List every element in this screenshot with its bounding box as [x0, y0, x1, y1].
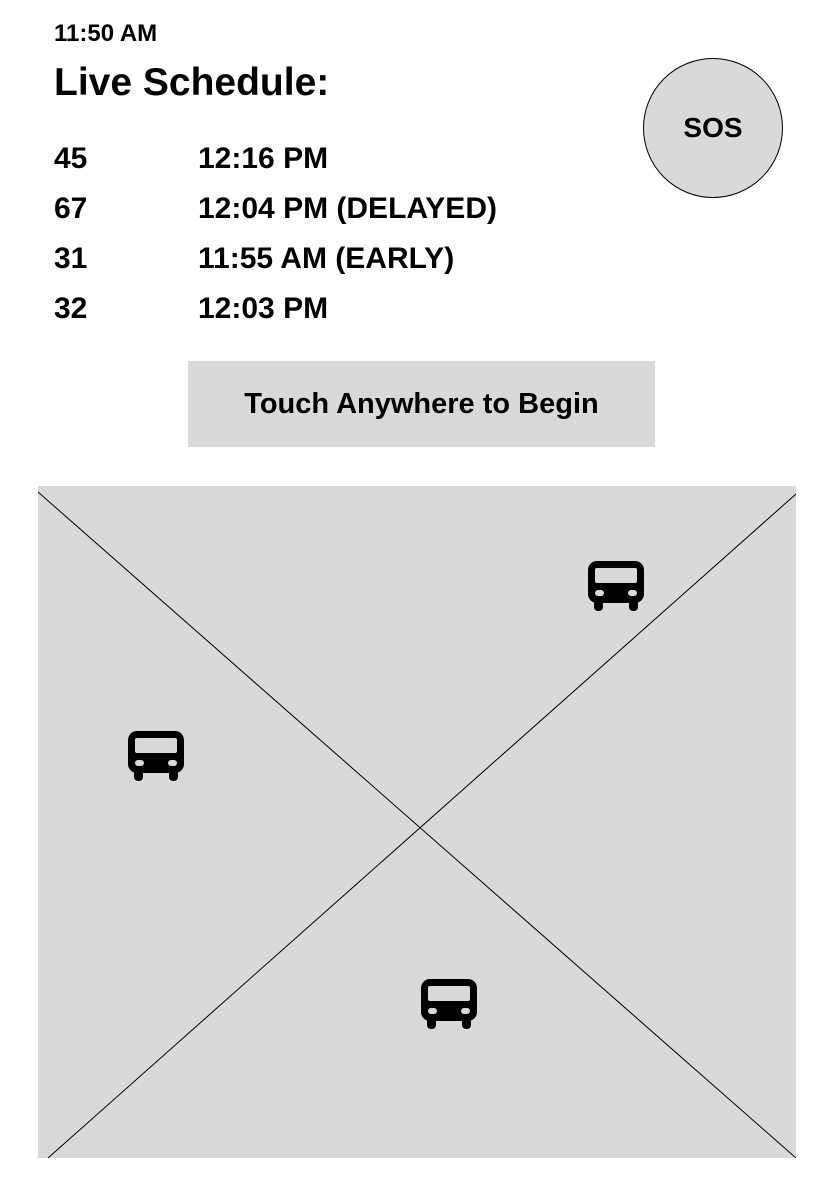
- route-number: 31: [54, 242, 88, 275]
- route-number: 67: [54, 192, 88, 225]
- schedule-row: [54, 134, 614, 184]
- map-view[interactable]: [38, 486, 796, 1158]
- schedule-title: Live Schedule:: [54, 61, 330, 104]
- map-placeholder-cross: [38, 486, 796, 1158]
- touch-to-begin-button[interactable]: Touch Anywhere to Begin: [188, 361, 655, 447]
- bus-icon[interactable]: [421, 977, 477, 1029]
- schedule-list: [54, 134, 614, 334]
- route-number: 32: [54, 292, 88, 325]
- schedule-row: [54, 234, 614, 284]
- bus-icon[interactable]: [588, 559, 644, 611]
- sos-button[interactable]: SOS: [643, 58, 783, 198]
- arrival-time: 11:55 AM (EARLY): [198, 242, 455, 275]
- bus-icon[interactable]: [128, 729, 184, 781]
- arrival-time: 12:16 PM: [198, 142, 329, 175]
- arrival-time: 12:03 PM: [198, 292, 329, 325]
- status-time: 11:50 AM: [54, 20, 158, 47]
- schedule-row: [54, 184, 614, 234]
- arrival-time: 12:04 PM (DELAYED): [198, 192, 497, 225]
- route-number: 45: [54, 142, 88, 175]
- schedule-row: [54, 284, 614, 334]
